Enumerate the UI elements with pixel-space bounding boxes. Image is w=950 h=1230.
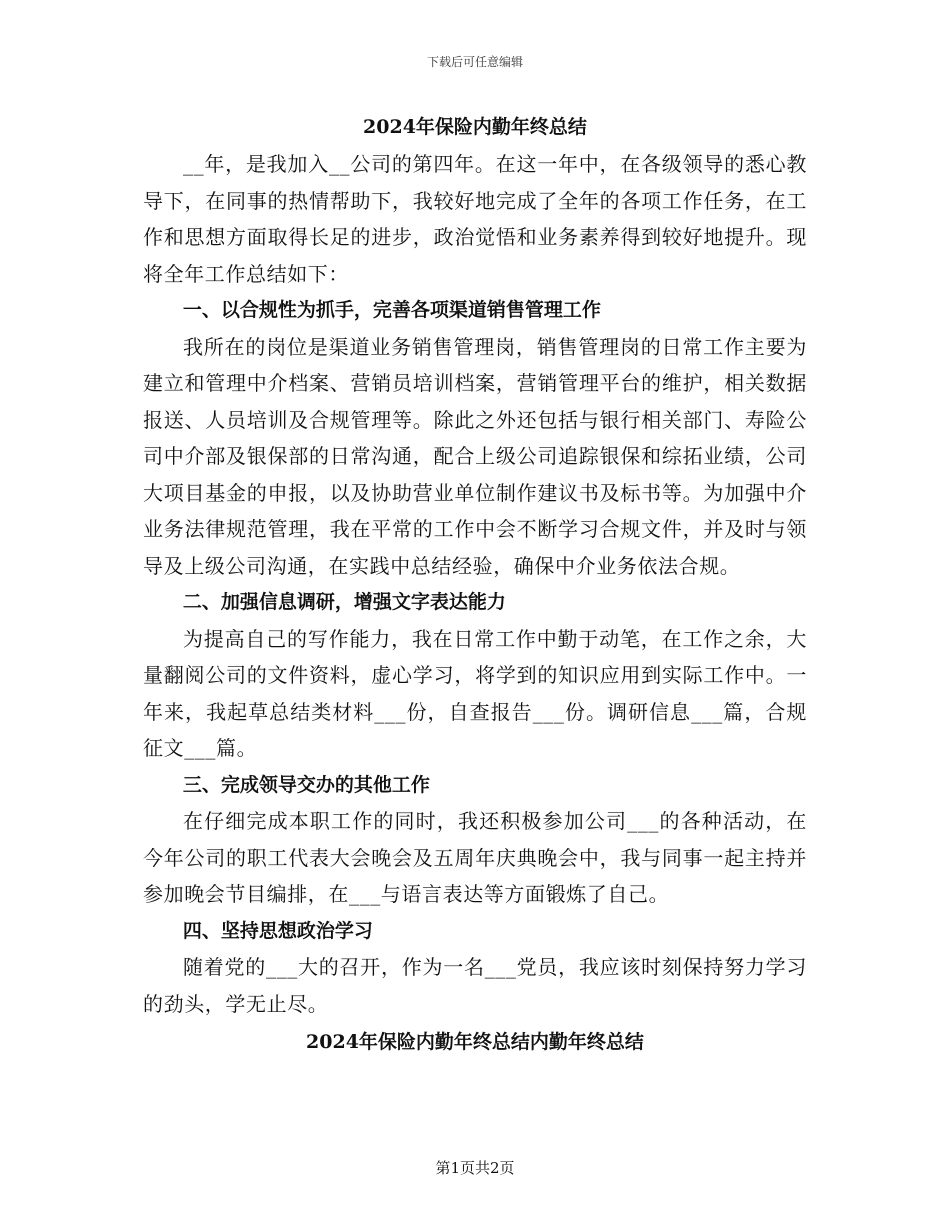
section-3-body: 在仔细完成本职工作的同时，我还积极参加公司___的各种活动，在今年公司的职工代表大会晚会及五周年庆典晚会中，我与同事一起主持并参加晚会节目编排，在___与语言表达等方面锻炼了自己。 (143, 809, 807, 906)
section-3-heading: 三、完成领导交办的其他工作 (182, 773, 430, 796)
section-1-heading: 一、以合规性为抓手，完善各项渠道销售管理工作 (182, 299, 601, 321)
section-4-body: 随着党的___大的召开，作为一名___党员，我应该时刻保持努力学习的劲头，学无止尽。 (143, 955, 807, 1016)
download-note: 下载后可任意编辑 (426, 55, 523, 69)
section-4-heading: 四、坚持思想政治学习 (182, 919, 373, 942)
section-1-body: 我所在的岗位是渠道业务销售管理岗，销售管理岗的日常工作主要为建立和管理中介档案、营销员培训档案，营销管理平台的维护，相关数据报送、人员培训及合规管理等。除此之外还包括与银行相关部门、寿险公司中介部及银保部的日常沟通，配合上级公司追踪银保和综拓业绩，公司大项目基金的申报，以及协助营业单位制作建议书及标书等。为加强中介业务法律规范管理，我在平常的工作中会不断学习合规文件，并及时与领导及上级公司沟通，在实践中总结经验，确保中介业务依法合规。 (143, 334, 807, 578)
section-2-body: 为提高自己的写作能力，我在日常工作中勤于动笔，在工作之余，大量翻阅公司的文件资料，虚心学习，将学到的知识应用到实际工作中。一年来，我起草总结类材料___份，自查报告___份。调研信息___篇，合规征文___篇。 (143, 626, 807, 760)
document-body (143, 112, 807, 1060)
page-number: 第1页共2页 (435, 1159, 515, 1177)
document-subtitle: 2024年保险内勤年终总结内勤年终总结 (306, 1031, 644, 1053)
document-title: 2024年保险内勤年终总结 (363, 116, 587, 138)
intro-paragraph: __年，是我加入__公司的第四年。在这一年中，在各级领导的悉心教导下，在同事的热情帮助下，我较好地完成了全年的各项工作任务，在工作和思想方面取得长足的进步，政治觉悟和业务素养得到较好地提升。现将全年工作总结如下： (143, 152, 807, 286)
section-2-heading: 二、加强信息调研，增强文字表达能力 (182, 591, 506, 613)
